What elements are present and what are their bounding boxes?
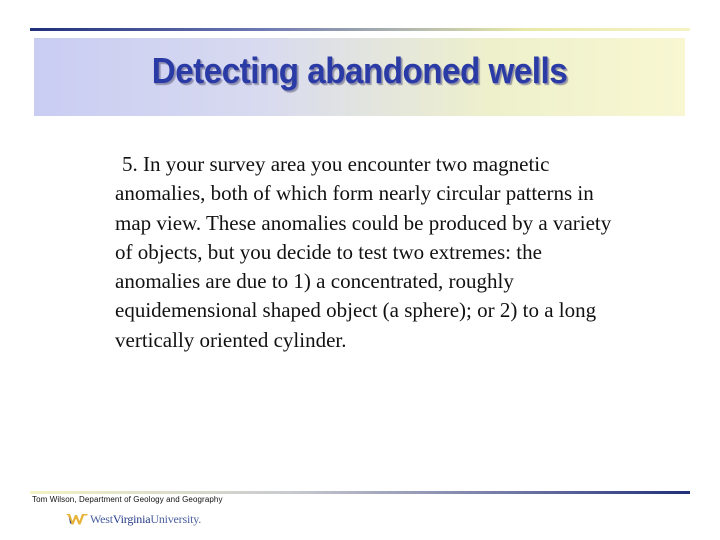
footer-credit: Tom Wilson, Department of Geology and Geography — [32, 495, 223, 504]
logo-wordmark: WestVirginiaUniversity. — [90, 511, 202, 526]
bottom-divider — [30, 491, 690, 494]
university-logo — [66, 510, 201, 528]
wvu-flying-wv-logo-icon — [66, 512, 88, 526]
slide-body-text: 5. In your survey area you encounter two magnetic anomalies, both of which form nearly circular patterns in map view. These anomalies could be produced by a variety of objects, but you decide to test two extremes: the anomalies are due to 1) a concentrated, roughly equidemensional shaped object (a sphere); or 2) to a long vertically oriented cylinder. — [115, 152, 612, 352]
top-divider — [30, 28, 690, 31]
slide-title: Detecting abandoned wells — [151, 50, 568, 91]
